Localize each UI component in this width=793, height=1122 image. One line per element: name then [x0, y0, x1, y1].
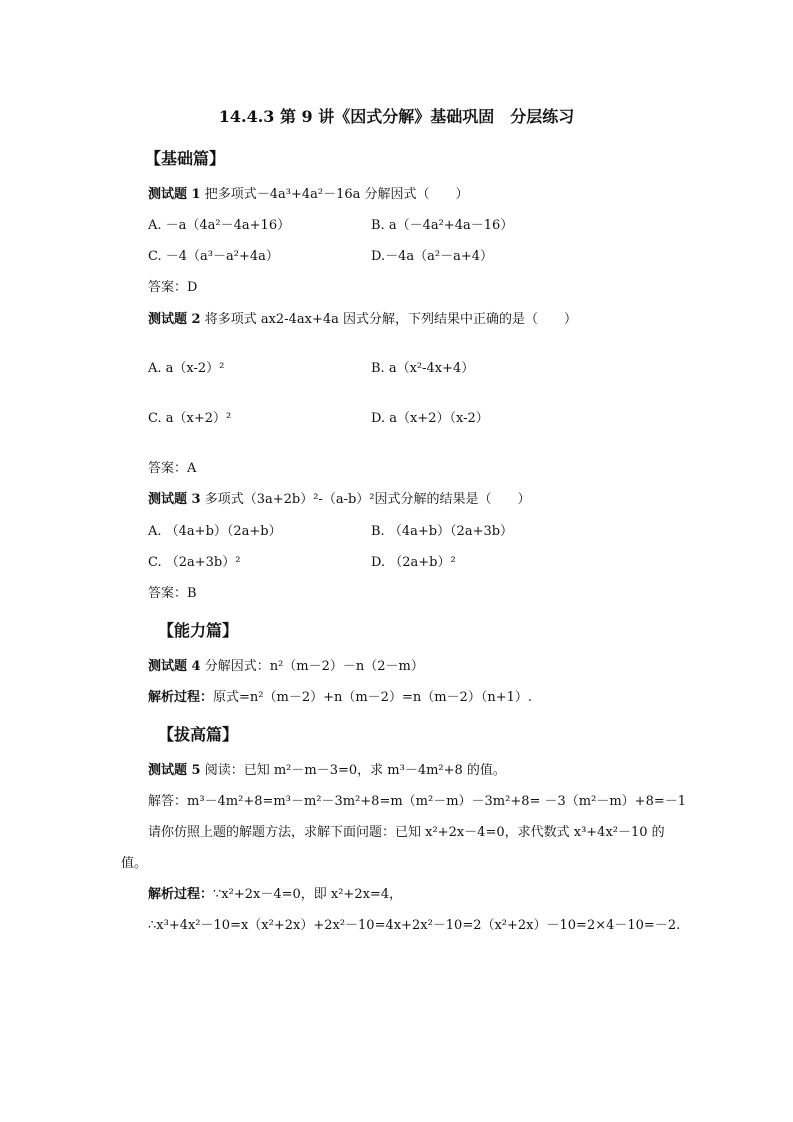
page-title: 14.4.3 第 9 讲《因式分解》基础巩固 分层练习 [218, 107, 575, 126]
question-2-option-b: B. a（x²-4x+4） [371, 361, 475, 376]
question-1-text: 把多项式－4a³+4a²－16a 分解因式（ ） [204, 187, 469, 202]
question-3-option-d: D. （2a+b）² [371, 555, 456, 570]
question-5-solution-label: 解析过程： [148, 887, 214, 902]
question-3-label: 测试题 3 [148, 492, 201, 507]
section-advanced-heading: 【拔高篇】 [158, 725, 239, 744]
question-5-example-answer: 解答：m³－4m²+8=m³－m²－3m²+8=m（m²－m）－3m²+8= －3（m²－m）+8=－1 [148, 794, 687, 809]
question-2-option-a: A. a（x-2）² [148, 361, 225, 376]
question-4-solution [148, 690, 532, 706]
question-5-task-line-1: 请你仿照上题的解题方法，求解下面问题：已知 x²+2x－4=0，求代数式 x³+4x²－10 的 [148, 825, 665, 840]
question-5-text: 阅读：已知 m²－m－3=0，求 m³－4m²+8 的值。 [204, 763, 506, 778]
question-2 [148, 312, 577, 328]
question-5-solution-line-2: ∴x³+4x²－10=x（x²+2x）+2x²－10=4x+2x²－10=2（x²+2x）－10=2×4－10=－2. [148, 918, 681, 933]
question-4-solution-label: 解析过程： [148, 690, 214, 705]
question-3-option-a: A. （4a+b）（2a+b） [148, 524, 282, 539]
question-4-label: 测试题 4 [148, 659, 201, 674]
question-1 [148, 187, 469, 203]
question-3-answer: 答案：B [148, 586, 197, 601]
question-5 [148, 763, 506, 779]
question-1-option-b: B. a（－4a²+4a－16） [371, 218, 514, 233]
question-3 [148, 492, 531, 508]
question-5-task-line-2: 值。 [121, 856, 148, 871]
question-3-option-b: B. （4a+b）（2a+3b） [371, 524, 514, 539]
question-3-text: 多项式（3a+2b）²-（a-b）²因式分解的结果是（ ） [204, 492, 531, 507]
question-4 [148, 659, 424, 675]
section-ability-heading: 【能力篇】 [158, 621, 239, 640]
question-5-solution-line-1 [148, 887, 402, 903]
question-1-option-c: C. －4（a³－a²+4a） [148, 249, 279, 264]
question-2-answer: 答案：A [148, 461, 197, 476]
question-3-option-c: C. （2a+3b）² [148, 555, 241, 570]
question-4-solution-text: 原式=n²（m－2）+n（m－2）=n（m－2）（n+1）. [213, 690, 532, 705]
question-2-label: 测试题 2 [148, 312, 201, 327]
question-1-option-d: D.－4a（a²－a+4） [371, 249, 493, 264]
question-5-label: 测试题 5 [148, 763, 201, 778]
question-2-option-c: C. a（x+2）² [148, 411, 232, 426]
question-1-answer: 答案：D [148, 280, 198, 295]
question-1-option-a: A. －a（4a²－4a+16） [148, 218, 291, 233]
question-1-label: 测试题 1 [148, 187, 201, 202]
question-2-text: 将多项式 ax2-4ax+4a 因式分解，下列结果中正确的是（ ） [204, 312, 577, 327]
section-basic-heading: 【基础篇】 [145, 149, 226, 168]
question-5-solution-text-1: ∵x²+2x－4=0，即 x²+2x=4， [213, 887, 403, 902]
question-4-text: 分解因式：n²（m－2）－n（2－m） [204, 659, 424, 674]
question-2-option-d: D. a（x+2）（x-2） [371, 411, 489, 426]
